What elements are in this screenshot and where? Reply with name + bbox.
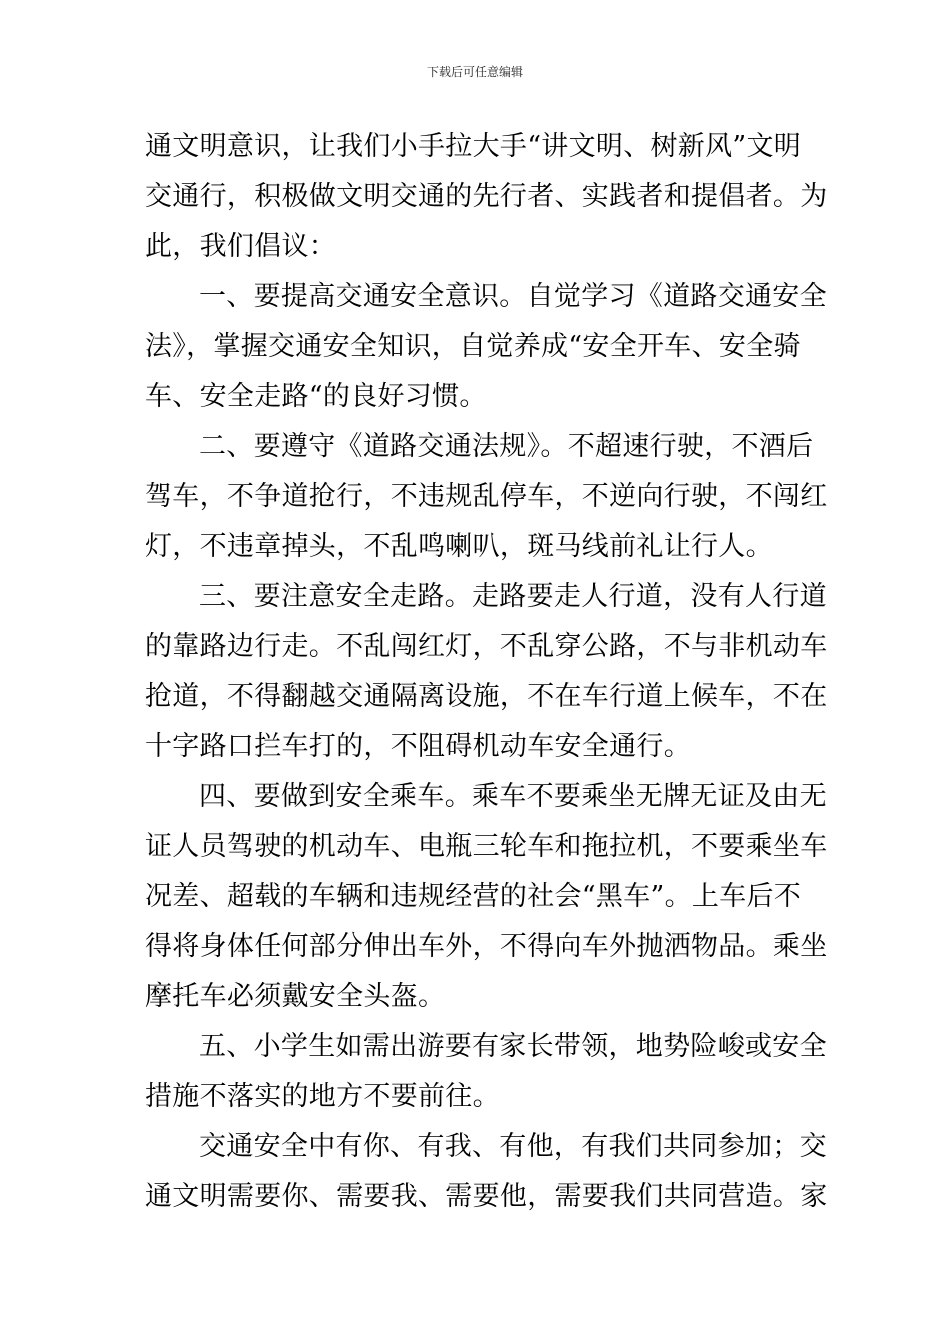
text-line: 抢道，不得翻越交通隔离设施，不在车行道上候车，不在 bbox=[145, 681, 828, 712]
text-line: 措施不落实的地方不要前往。 bbox=[145, 1081, 500, 1112]
text-line: 灯，不违章掉头，不乱鸣喇叭，斑马线前礼让行人。 bbox=[145, 531, 773, 562]
page-header: 下载后可任意编辑 bbox=[426, 65, 523, 79]
text-line: 的靠路边行走。不乱闯红灯，不乱穿公路，不与非机动车 bbox=[145, 631, 828, 662]
text-line: 通文明意识，让我们小手拉大手“讲文明、树新风”文明 bbox=[145, 131, 802, 162]
text-line: 证人员驾驶的机动车、电瓶三轮车和拖拉机，不要乘坐车 bbox=[145, 831, 828, 862]
text-line: 车、安全走路“的良好习惯。 bbox=[145, 381, 487, 412]
text-line: 交通行，积极做文明交通的先行者、实践者和提倡者。为 bbox=[145, 181, 828, 212]
text-line: 况差、超载的车辆和违规经营的社会“黑车”。上车后不 bbox=[145, 881, 802, 912]
document-body bbox=[145, 122, 828, 1222]
text-line: 驾车，不争道抢行，不违规乱停车，不逆向行驶，不闯红 bbox=[145, 481, 828, 512]
text-line: 通文明需要你、需要我、需要他，需要我们共同营造。家 bbox=[145, 1181, 828, 1212]
paragraph-first-line: 四、要做到安全乘车。乘车不要乘坐无牌无证及由无 bbox=[199, 781, 827, 812]
paragraph-first-line: 二、要遵守《道路交通法规》。不超速行驶，不酒后 bbox=[199, 431, 814, 462]
text-line: 此，我们倡议： bbox=[145, 231, 337, 262]
paragraph-first-line: 三、要注意安全走路。走路要走人行道，没有人行道 bbox=[199, 581, 827, 612]
text-line: 十字路口拦车打的，不阻碍机动车安全通行。 bbox=[145, 731, 691, 762]
paragraph-first-line: 一、要提高交通安全意识。自觉学习《道路交通安全 bbox=[199, 281, 827, 312]
text-line: 摩托车必须戴安全头盔。 bbox=[145, 981, 446, 1012]
paragraph-first-line: 五、小学生如需出游要有家长带领，地势险峻或安全 bbox=[199, 1031, 827, 1062]
paragraph-first-line: 交通安全中有你、有我、有他，有我们共同参加；交 bbox=[199, 1131, 827, 1162]
text-line: 得将身体任何部分伸出车外，不得向车外抛洒物品。乘坐 bbox=[145, 931, 828, 962]
text-line: 法》，掌握交通安全知识，自觉养成“安全开车、安全骑 bbox=[145, 331, 801, 362]
